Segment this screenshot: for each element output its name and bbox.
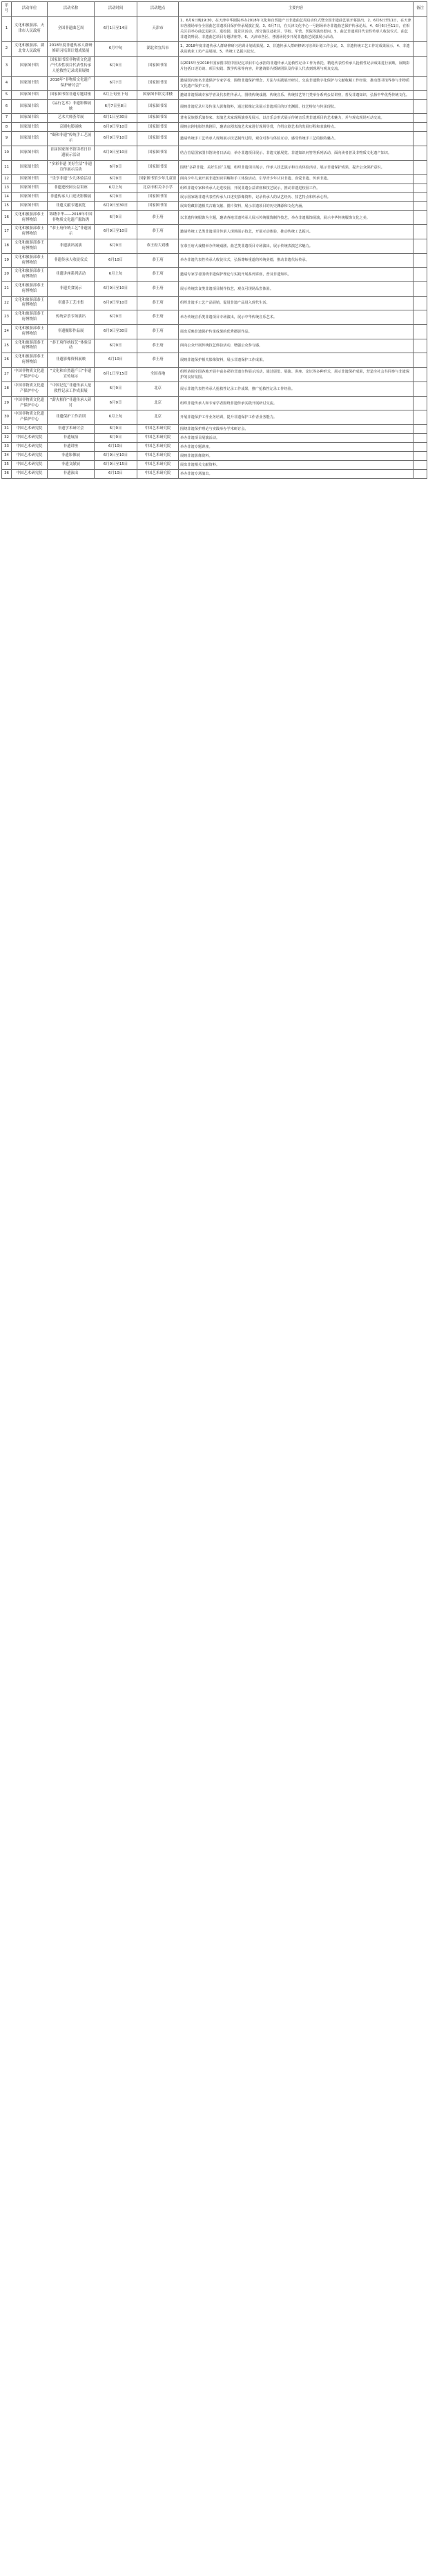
row-time: 6月9日至10日 bbox=[95, 452, 137, 461]
row-note bbox=[414, 396, 427, 410]
table-row bbox=[2, 239, 427, 254]
row-unit: 中国艺术研究院 bbox=[12, 425, 48, 434]
table-row bbox=[2, 114, 427, 123]
row-place: 恭王府 bbox=[137, 296, 179, 310]
row-name: 艺术大师荟萃展 bbox=[48, 114, 95, 123]
row-place: 北京市相关中小学 bbox=[137, 184, 179, 192]
row-place: 国家图书馆 bbox=[137, 57, 179, 76]
row-index: 13 bbox=[2, 184, 12, 192]
row-note bbox=[414, 225, 427, 239]
row-time: 6月9日至15日 bbox=[95, 461, 137, 470]
row-time: 6月上旬 bbox=[95, 410, 137, 425]
row-time: 6月9日 bbox=[95, 160, 137, 175]
row-time: 6月9日至10日 bbox=[95, 123, 137, 132]
header-place: 活动地点 bbox=[137, 2, 179, 17]
row-index: 7 bbox=[2, 114, 12, 123]
row-note bbox=[414, 367, 427, 382]
row-name: 2018年“非物质文化遗产保护研讨会” bbox=[48, 76, 95, 90]
row-name: 非遗摄影作品展 bbox=[48, 324, 95, 339]
row-index: 28 bbox=[2, 382, 12, 397]
row-place: 中国艺术研究院 bbox=[137, 425, 179, 434]
row-index: 12 bbox=[2, 175, 12, 184]
row-time: 6月9日至10日 bbox=[95, 296, 137, 310]
row-content: 邀请非遗领域专家学者及代表性传承人，围绕传统戏剧、传统音乐、传统技艺等门类举办系列公益讲座，普及非遗知识，弘扬中华优秀传统文化。 bbox=[179, 90, 414, 99]
row-index: 6 bbox=[2, 99, 12, 114]
table-row bbox=[2, 281, 427, 296]
row-name: 全国非遗曲艺周 bbox=[48, 16, 95, 41]
row-place: 北京 bbox=[137, 410, 179, 425]
row-time: 6月9日 bbox=[95, 396, 137, 410]
row-note bbox=[414, 76, 427, 90]
row-note bbox=[414, 268, 427, 282]
row-content: 邀请传统手工艺传承人现场展示技艺制作过程，观众可参与体验互动，感受传统手工艺的独特魅力。 bbox=[179, 132, 414, 146]
row-content: 邀请国内知名非遗保护专家学者，围绕非遗保护理念、方法与实践展开研讨，交流非遗数字化保护与文献收藏工作经验，推动图书馆界参与非物质文化遗产保护工作。 bbox=[179, 76, 414, 90]
row-index: 17 bbox=[2, 225, 12, 239]
row-unit: 中国艺术研究院 bbox=[12, 434, 48, 443]
row-time: 6月上旬 bbox=[95, 268, 137, 282]
row-unit: 中国艺术研究院 bbox=[12, 452, 48, 461]
row-content: 组织非遗传承人和专家学者围绕非遗传承实践开展研讨交流。 bbox=[179, 396, 414, 410]
row-unit: 文化和旅游部恭王府博物馆 bbox=[12, 353, 48, 368]
row-unit: 文化和旅游部恭王府博物馆 bbox=[12, 310, 48, 325]
row-time: 6月上旬至下旬 bbox=[95, 90, 137, 99]
row-time: 6月10日 bbox=[95, 470, 137, 479]
table-row bbox=[2, 146, 427, 161]
row-index: 25 bbox=[2, 339, 12, 353]
row-note bbox=[414, 461, 427, 470]
row-name: “颐和非遗”传统手工艺展示 bbox=[48, 132, 95, 146]
row-unit: 中国艺术研究院 bbox=[12, 461, 48, 470]
row-place: 恭王府 bbox=[137, 225, 179, 239]
table-row bbox=[2, 339, 427, 353]
row-index: 19 bbox=[2, 253, 12, 268]
row-unit: 文化和旅游部、湖北省人民政府 bbox=[12, 41, 48, 56]
row-index: 23 bbox=[2, 310, 12, 325]
row-name: “文化和自然遗产日”非遗宣传展示 bbox=[48, 367, 95, 382]
table-row bbox=[2, 90, 427, 99]
row-place: 国家图书馆 bbox=[137, 99, 179, 114]
table-row bbox=[2, 210, 427, 225]
row-place: 恭王府 bbox=[137, 281, 179, 296]
row-note bbox=[414, 382, 427, 397]
row-time: 6月10日 bbox=[95, 353, 137, 368]
row-note bbox=[414, 16, 427, 41]
table-body bbox=[2, 16, 427, 479]
row-content: 1、2018年度非遗传承人群研修研习培训计划成果展。2、非遗传承人群研修研习培训计划工作会议。3、非遗传统工艺工作站成果展示。4、非遗扶贫就业工坊产品展销。5、传统工艺振兴论坛。 bbox=[179, 41, 414, 56]
table-row bbox=[2, 396, 427, 410]
activity-table bbox=[1, 1, 427, 479]
row-index: 11 bbox=[2, 160, 12, 175]
row-place: 北京 bbox=[137, 396, 179, 410]
row-content: 展映非遗纪录片及传承人影像资料，通过影像记录展示非遗项目的历史渊源、技艺特征与传承现状。 bbox=[179, 99, 414, 114]
row-note bbox=[414, 239, 427, 254]
row-content: 展出非遗相关文献资料。 bbox=[179, 461, 414, 470]
row-place: 恭王府大戏楼 bbox=[137, 239, 179, 254]
table-row bbox=[2, 425, 427, 434]
table-row bbox=[2, 16, 427, 41]
row-unit: 文化和旅游部恭王府博物馆 bbox=[12, 268, 48, 282]
row-unit: 国家图书馆 bbox=[12, 201, 48, 210]
row-index: 16 bbox=[2, 210, 12, 225]
row-note bbox=[414, 281, 427, 296]
row-note bbox=[414, 57, 427, 76]
header-time: 活动时间 bbox=[95, 2, 137, 17]
row-place: 国家图书馆 bbox=[137, 160, 179, 175]
row-content: 展示非遗代表性传承人抢救性记录工作成果，推广抢救性记录工作经验。 bbox=[179, 382, 414, 397]
row-name: 2018年度非遗传承人群研修研习培训计划成果展 bbox=[48, 41, 95, 56]
row-name: 国家图书馆非遗专题讲座 bbox=[48, 90, 95, 99]
header-index: 序号 bbox=[2, 2, 12, 17]
row-time: 6月9日 bbox=[95, 192, 137, 201]
row-time: 6月1日至14日 bbox=[95, 16, 137, 41]
row-unit: 国家图书馆 bbox=[12, 90, 48, 99]
table-row bbox=[2, 296, 427, 310]
row-index: 24 bbox=[2, 324, 12, 339]
table-row bbox=[2, 470, 427, 479]
row-index: 32 bbox=[2, 434, 12, 443]
row-note bbox=[414, 192, 427, 201]
row-place: 全国各地 bbox=[137, 367, 179, 382]
header-name: 活动名称 bbox=[48, 2, 95, 17]
row-place: 恭王府 bbox=[137, 253, 179, 268]
row-index: 9 bbox=[2, 132, 12, 146]
row-name: 传统音乐专场演出 bbox=[48, 310, 95, 325]
row-index: 34 bbox=[2, 452, 12, 461]
row-name: 京剧电影展映 bbox=[48, 123, 95, 132]
row-note bbox=[414, 132, 427, 146]
row-place: 中国艺术研究院 bbox=[137, 470, 179, 479]
row-unit: 国家图书馆 bbox=[12, 99, 48, 114]
row-name: “薪火相传”非遗传承人研讨 bbox=[48, 396, 95, 410]
row-unit: 国家图书馆 bbox=[12, 132, 48, 146]
table-row bbox=[2, 253, 427, 268]
row-index: 20 bbox=[2, 268, 12, 282]
row-content: 围绕“多彩非遗，美好生活”主题，组织非遗项目展示、传承人技艺演示和互动体验活动，展示非遗保护成果，提升公众保护意识。 bbox=[179, 160, 414, 175]
table-row bbox=[2, 452, 427, 461]
row-note bbox=[414, 296, 427, 310]
row-place: 恭王府 bbox=[137, 339, 179, 353]
row-index: 21 bbox=[2, 281, 12, 296]
table-row bbox=[2, 268, 427, 282]
table-row bbox=[2, 76, 427, 90]
row-index: 27 bbox=[2, 367, 12, 382]
row-place: 国家图书馆 bbox=[137, 123, 179, 132]
row-unit: 中国非物质文化遗产保护中心 bbox=[12, 367, 48, 382]
table-row bbox=[2, 225, 427, 239]
row-note bbox=[414, 175, 427, 184]
row-note bbox=[414, 425, 427, 434]
row-place: 中国艺术研究院 bbox=[137, 452, 179, 461]
table-row bbox=[2, 184, 427, 192]
row-unit: 文化和旅游部恭王府博物馆 bbox=[12, 339, 48, 353]
row-index: 15 bbox=[2, 201, 12, 210]
row-time: 6月1日至30日 bbox=[95, 114, 137, 123]
row-place: 恭王府 bbox=[137, 324, 179, 339]
row-unit: 中国非物质文化遗产保护中心 bbox=[12, 410, 48, 425]
row-time: 6月9日 bbox=[95, 175, 137, 184]
header-note: 备注 bbox=[414, 2, 427, 17]
table-row bbox=[2, 461, 427, 470]
row-time: 6月9日 bbox=[95, 239, 137, 254]
row-note bbox=[414, 339, 427, 353]
row-time: 6月9日 bbox=[95, 310, 137, 325]
row-time: 6月9日至10日 bbox=[95, 225, 137, 239]
row-content: 举办传统音乐类非遗项目专场演出，展示中华传统音乐艺术。 bbox=[179, 310, 414, 325]
table-row bbox=[2, 324, 427, 339]
table-row bbox=[2, 99, 427, 114]
row-place: 国家图书馆 bbox=[137, 146, 179, 161]
row-content: 展出反映非遗保护传承成果的优秀摄影作品。 bbox=[179, 324, 414, 339]
row-content: 邀请专家学者围绕非遗保护理论与实践开展系列讲座，普及非遗知识。 bbox=[179, 268, 414, 282]
row-content: 举办非遗专场演出。 bbox=[179, 470, 414, 479]
row-index: 3 bbox=[2, 57, 12, 76]
row-unit: 中国非物质文化遗产保护中心 bbox=[12, 396, 48, 410]
row-content: 展映非遗保护相关影像资料，展示非遗保护工作成果。 bbox=[179, 353, 414, 368]
row-index: 4 bbox=[2, 76, 12, 90]
row-time: 6月10日 bbox=[95, 253, 137, 268]
table-row bbox=[2, 132, 427, 146]
row-name: 非遗展演 bbox=[48, 434, 95, 443]
row-unit: 文化和旅游部、天津市人民政府 bbox=[12, 16, 48, 41]
row-unit: 国家图书馆 bbox=[12, 160, 48, 175]
row-index: 2 bbox=[2, 41, 12, 56]
row-name: 非遗保护工作培训 bbox=[48, 410, 95, 425]
table-row bbox=[2, 201, 427, 210]
row-place: 恭王府 bbox=[137, 310, 179, 325]
row-name: 非遗美食展示 bbox=[48, 281, 95, 296]
row-note bbox=[414, 160, 427, 175]
row-place: 北京 bbox=[137, 382, 179, 397]
row-name: 《品行艺术》非遗影像展映 bbox=[48, 99, 95, 114]
row-content: 围绕非遗保护理论与实践举办学术研讨会。 bbox=[179, 425, 414, 434]
row-unit: 文化和旅游部恭王府博物馆 bbox=[12, 296, 48, 310]
row-place: 恭王府 bbox=[137, 353, 179, 368]
row-time: 6月9日 bbox=[95, 434, 137, 443]
row-unit: 国家图书馆 bbox=[12, 76, 48, 90]
row-unit: 国家图书馆 bbox=[12, 192, 48, 201]
row-index: 30 bbox=[2, 410, 12, 425]
row-unit: 中国艺术研究院 bbox=[12, 470, 48, 479]
row-content: 举办非遗项目展演活动。 bbox=[179, 434, 414, 443]
table-row bbox=[2, 310, 427, 325]
row-unit: 国家图书馆 bbox=[12, 184, 48, 192]
row-name: 非遗进校园公益讲座 bbox=[48, 184, 95, 192]
row-unit: 国家图书馆 bbox=[12, 123, 48, 132]
table-row bbox=[2, 123, 427, 132]
row-note bbox=[414, 410, 427, 425]
row-index: 8 bbox=[2, 123, 12, 132]
row-content: 面向少年儿童开展非遗知识讲解和手工体验活动，引导青少年认识非遗、喜爱非遗、传承非遗。 bbox=[179, 175, 414, 184]
row-place: 国家图书馆少年儿童馆 bbox=[137, 175, 179, 184]
row-name: 非遗演出 bbox=[48, 470, 95, 479]
row-note bbox=[414, 201, 427, 210]
row-index: 18 bbox=[2, 239, 12, 254]
table-row bbox=[2, 41, 427, 56]
row-index: 35 bbox=[2, 461, 12, 470]
row-index: 29 bbox=[2, 396, 12, 410]
row-content: 展示国家级非遗代表性传承人口述史影像资料，记录传承人的从艺经历、技艺特点和传承心得。 bbox=[179, 192, 414, 201]
row-name: 非遗文献展 bbox=[48, 461, 95, 470]
row-index: 31 bbox=[2, 425, 12, 434]
row-content: 邀请传统工艺类非遗项目传承人现场展示技艺，开展互动体验，推动传统工艺振兴。 bbox=[179, 225, 414, 239]
row-unit: 国家图书馆 bbox=[12, 146, 48, 161]
row-content: 举办非遗专题讲座。 bbox=[179, 443, 414, 452]
table-row bbox=[2, 57, 427, 76]
row-place: 国家图书馆 bbox=[137, 201, 179, 210]
header-unit: 活动单位 bbox=[12, 2, 48, 17]
row-time: 6月中旬 bbox=[95, 41, 137, 56]
row-time: 6月9日至30日 bbox=[95, 201, 137, 210]
row-note bbox=[414, 310, 427, 325]
row-name: 非遗讲座系列活动 bbox=[48, 268, 95, 282]
row-time: 6月7日 bbox=[95, 76, 137, 90]
row-note bbox=[414, 443, 427, 452]
row-time: 6月9日至30日 bbox=[95, 324, 137, 339]
row-place: 天津市 bbox=[137, 16, 179, 41]
row-note bbox=[414, 324, 427, 339]
row-content: 著名民族器乐演奏家、表演艺术家现场演奏及展示，以音乐会形式展示传统音乐类非遗项目的艺术魅力，并与观众现场互动交流。 bbox=[179, 114, 414, 123]
row-content: 以非遗传统服饰为主题，邀请各地非遗传承人展示传统服饰制作技艺，举办非遗服饰展演，展示中华传统服饰文化之美。 bbox=[179, 210, 414, 225]
row-content: 组织非遗手工艺产品展销，促进非遗产品进入现代生活。 bbox=[179, 296, 414, 310]
row-name: “恭王府传统技艺”体验活动 bbox=[48, 339, 95, 353]
row-place: 国家图书馆 bbox=[137, 132, 179, 146]
row-name: “恭王府传统工艺”非遗展示 bbox=[48, 225, 95, 239]
table-row bbox=[2, 434, 427, 443]
row-index: 36 bbox=[2, 470, 12, 479]
row-unit: 国家图书馆 bbox=[12, 114, 48, 123]
row-content: 举办非遗代表性传承人收徒仪式，弘扬尊师重道的传统美德，推动非遗代际传承。 bbox=[179, 253, 414, 268]
row-name: 非遗讲座 bbox=[48, 443, 95, 452]
table-row bbox=[2, 192, 427, 201]
row-note bbox=[414, 452, 427, 461]
row-note bbox=[414, 253, 427, 268]
row-place: 国家图书馆 bbox=[137, 114, 179, 123]
row-name: 非遗影像展 bbox=[48, 452, 95, 461]
row-place: 国家图书馆 bbox=[137, 76, 179, 90]
row-note bbox=[414, 90, 427, 99]
row-name: “乐享非遗”少儿体验活动 bbox=[48, 175, 95, 184]
row-index: 10 bbox=[2, 146, 12, 161]
row-content: 组织非遗专家和传承人走进校园，开展非遗公益讲座和技艺展示，推动非遗进校园工作。 bbox=[179, 184, 414, 192]
header-content: 主要内容 bbox=[179, 2, 414, 17]
row-unit: 国家图书馆 bbox=[12, 57, 48, 76]
row-unit: 文化和旅游部恭王府博物馆 bbox=[12, 210, 48, 225]
row-unit: 文化和旅游部恭王府博物馆 bbox=[12, 253, 48, 268]
row-name: 非遗文献专题展览 bbox=[48, 201, 95, 210]
row-content: 组织协调全国各地开展丰富多彩的非遗宣传展示活动，通过展览、展演、讲座、论坛等多种形式，展示非遗保护成果，营造全社会共同参与非遗保护的良好氛围。 bbox=[179, 367, 414, 382]
row-content: 面向公众开展传统技艺体验活动，增强公众参与感。 bbox=[179, 339, 414, 353]
table-row bbox=[2, 175, 427, 184]
row-time: 6月9日至10日 bbox=[95, 281, 137, 296]
row-time: 6月上旬 bbox=[95, 184, 137, 192]
row-content: 展映非遗影像资料。 bbox=[179, 452, 414, 461]
row-name: “多彩非遗 美好生活”非遗宣传展示活动 bbox=[48, 160, 95, 175]
row-name: 首届国家图书馆读者日非遗展示活动 bbox=[48, 146, 95, 161]
row-name: 非遗影像资料展映 bbox=[48, 353, 95, 368]
row-note bbox=[414, 434, 427, 443]
row-place: 中国艺术研究院 bbox=[137, 461, 179, 470]
table-row bbox=[2, 443, 427, 452]
row-note bbox=[414, 146, 427, 161]
row-place: 国家图书馆文津楼 bbox=[137, 90, 179, 99]
row-place: 恭王府 bbox=[137, 268, 179, 282]
row-index: 5 bbox=[2, 90, 12, 99]
row-time: 6月9日至10日 bbox=[95, 132, 137, 146]
row-name: 非遗传承人收徒仪式 bbox=[48, 253, 95, 268]
row-unit: 文化和旅游部恭王府博物馆 bbox=[12, 281, 48, 296]
row-place: 湖北省宜昌市 bbox=[137, 41, 179, 56]
row-note bbox=[414, 123, 427, 132]
document bbox=[0, 0, 428, 480]
row-note bbox=[414, 210, 427, 225]
row-time: 6月9日 bbox=[95, 57, 137, 76]
row-content: 展出馆藏非遗相关古籍文献、图片资料，展示非遗项目的历史渊源和文化内涵。 bbox=[179, 201, 414, 210]
row-content: 开展非遗保护工作业务培训，提升非遗保护工作者业务能力。 bbox=[179, 410, 414, 425]
row-place: 中国艺术研究院 bbox=[137, 443, 179, 452]
row-index: 22 bbox=[2, 296, 12, 310]
row-name: 非遗传承人口述史影像展 bbox=[48, 192, 95, 201]
row-unit: 中国非物质文化遗产保护中心 bbox=[12, 382, 48, 397]
row-place: 中国艺术研究院 bbox=[137, 434, 179, 443]
row-unit: 文化和旅游部恭王府博物馆 bbox=[12, 225, 48, 239]
row-index: 14 bbox=[2, 192, 12, 201]
row-name: 非遗学术研讨会 bbox=[48, 425, 95, 434]
row-name: 国家图书馆非物质文化遗产代表性项目代表性传承人抢救性记录成果展映 bbox=[48, 57, 95, 76]
row-unit: 中国艺术研究院 bbox=[12, 443, 48, 452]
row-note bbox=[414, 99, 427, 114]
row-content: 以2015年至2018年国家图书馆中国记忆项目中心承担的非遗传承人抢救性记录工作为依托，精选代表性传承人抢救性记录成果进行展映，展映影片包括口述访谈、项目实践、教学传承等内容，并邀请影片摄制团队及传承人代表到现场与观众交流。 bbox=[179, 57, 414, 76]
row-unit: 文化和旅游部恭王府博物馆 bbox=[12, 324, 48, 339]
row-note bbox=[414, 184, 427, 192]
table-row bbox=[2, 353, 427, 368]
row-time: 6月9日 bbox=[95, 382, 137, 397]
row-time: 6月1日至15日 bbox=[95, 367, 137, 382]
row-content: 展映京剧电影经典剧目，邀请京剧表演艺术家进行现场导赏，介绍京剧艺术的发展历程和表演特点。 bbox=[179, 123, 414, 132]
row-place: 国家图书馆 bbox=[137, 192, 179, 201]
row-name: 锦绣中华——2018年中国非物质文化遗产服饰秀 bbox=[48, 210, 95, 225]
row-content: 1、6月6日晚19:30，在天津中华剧院举办2018年文化和自然遗产日非遗曲艺周启动仪式暨全国非遗曲艺展开幕演出。2、6月6日至11日，在天津市各剧场举办全国曲艺非遗项目保护传承展演汇报。3、6月7日，在天津文化中心一号剧场举办非遗曲艺保护传承论坛。4、6月6日至11日，在相关区县举办曲艺进社区、进校园、进景区活动，部分演员赴社区、学校、军营、医院等演出慰问。5、曲艺非遗项目代表性传承人收徒仪式、曲艺非遗资料展、非遗曲艺项目专题讲座等。6、天津市各区、各剧场同步开展非遗曲艺展演展示活动。 bbox=[179, 16, 414, 41]
row-time: 6月9日至10日 bbox=[95, 146, 137, 161]
table-row bbox=[2, 382, 427, 397]
row-time: 6月7日至8日 bbox=[95, 99, 137, 114]
table-header-row bbox=[2, 2, 427, 17]
row-index: 33 bbox=[2, 443, 12, 452]
row-name: “中国记忆”非遗传承人抢救性记录工作成果展 bbox=[48, 382, 95, 397]
row-name: 非遗演出展演 bbox=[48, 239, 95, 254]
row-content: 结合首届国家图书馆读者日活动，举办非遗项目展示、非遗文献展览、非遗知识问答等系列活动，面向读者普及非物质文化遗产知识。 bbox=[179, 146, 414, 161]
table-row bbox=[2, 367, 427, 382]
row-time: 6月9日 bbox=[95, 339, 137, 353]
row-content: 在恭王府大戏楼举办传统戏剧、曲艺类非遗项目专场演出，展示传统表演艺术魅力。 bbox=[179, 239, 414, 254]
row-unit: 国家图书馆 bbox=[12, 175, 48, 184]
row-time: 6月9日 bbox=[95, 425, 137, 434]
row-unit: 文化和旅游部恭王府博物馆 bbox=[12, 239, 48, 254]
row-time: 6月9日 bbox=[95, 210, 137, 225]
row-index: 26 bbox=[2, 353, 12, 368]
table-row bbox=[2, 410, 427, 425]
row-place: 恭王府 bbox=[137, 210, 179, 225]
row-index: 1 bbox=[2, 16, 12, 41]
row-note bbox=[414, 353, 427, 368]
row-name: 非遗手工艺市集 bbox=[48, 296, 95, 310]
row-note bbox=[414, 470, 427, 479]
row-time: 6月10日 bbox=[95, 443, 137, 452]
row-content: 展示传统饮食类非遗项目制作技艺，观众可现场品尝体验。 bbox=[179, 281, 414, 296]
table-row bbox=[2, 160, 427, 175]
row-note bbox=[414, 41, 427, 56]
row-note bbox=[414, 114, 427, 123]
